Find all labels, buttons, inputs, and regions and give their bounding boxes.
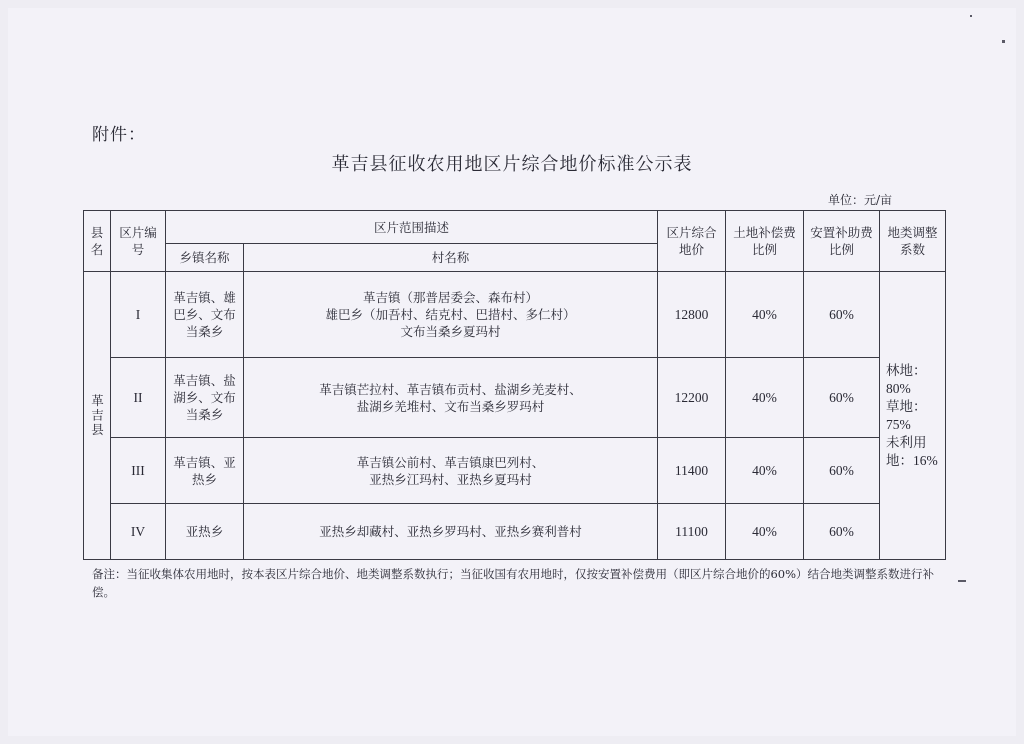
header-range-desc: 区片范围描述 [166,211,658,244]
footnote: 备注：当征收集体农用地时，按本表区片综合地价、地类调整系数执行；当征收国有农用地时，仅按安置补偿费用（即区片综合地价的60%）结合地类调整系数进行补偿。 [92,567,935,599]
table-row [84,504,946,560]
header-township: 乡镇名称 [166,244,244,272]
attachment-label: 附件： [92,125,146,145]
county-cell: 革吉县 [84,272,111,560]
land-comp-cell: 40% [726,358,804,438]
header-adjust: 地类调整系数 [880,211,946,272]
header-land-comp: 土地补偿费比例 [726,211,804,272]
township-cell: 革吉镇、雄巴乡、文布当桑乡 [166,272,244,358]
village-cell: 革吉镇（那普居委会、森布村） 雄巴乡（加吾村、结克村、巴措村、多仁村） 文布当桑乡夏玛村 [244,272,658,358]
header-zone-no: 区片编号 [111,211,166,272]
village-cell: 革吉镇公前村、革吉镇康巴列村、 亚热乡江玛村、亚热乡夏玛村 [244,438,658,504]
resettle-cell: 60% [804,272,880,358]
land-comp-cell: 40% [726,504,804,560]
table-row [84,272,946,358]
land-comp-cell: 40% [726,438,804,504]
unit-label: 单位：元/亩 [828,193,893,207]
scan-speck [970,15,972,17]
township-cell: 亚热乡 [166,504,244,560]
zone-cell: IV [111,504,166,560]
township-cell: 革吉镇、亚热乡 [166,438,244,504]
village-cell: 革吉镇芒拉村、革吉镇布贡村、盐湖乡羌麦村、 盐湖乡羌堆村、文布当桑乡罗玛村 [244,358,658,438]
header-village: 村名称 [244,244,658,272]
village-cell: 亚热乡却藏村、亚热乡罗玛村、亚热乡赛利普村 [244,504,658,560]
header-county: 县名 [84,211,111,272]
resettle-cell: 60% [804,504,880,560]
adjustment-cell: 林地： 80% 草地： 75% 未利用 地：16% [880,272,946,560]
township-cell: 革吉镇、盐湖乡、文布当桑乡 [166,358,244,438]
land-comp-cell: 40% [726,272,804,358]
scan-speck [958,580,966,582]
zone-cell: II [111,358,166,438]
table-row [84,438,946,504]
land-price-table [83,210,946,560]
document-title: 革吉县征收农用地区片综合地价标准公示表 [331,154,693,175]
header-resettle: 安置补助费比例 [804,211,880,272]
price-cell: 11400 [658,438,726,504]
zone-cell: III [111,438,166,504]
table-row [84,358,946,438]
header-price: 区片综合地价 [658,211,726,272]
zone-cell: I [111,272,166,358]
price-cell: 12200 [658,358,726,438]
scan-speck [1002,40,1005,43]
resettle-cell: 60% [804,438,880,504]
resettle-cell: 60% [804,358,880,438]
price-cell: 11100 [658,504,726,560]
price-cell: 12800 [658,272,726,358]
